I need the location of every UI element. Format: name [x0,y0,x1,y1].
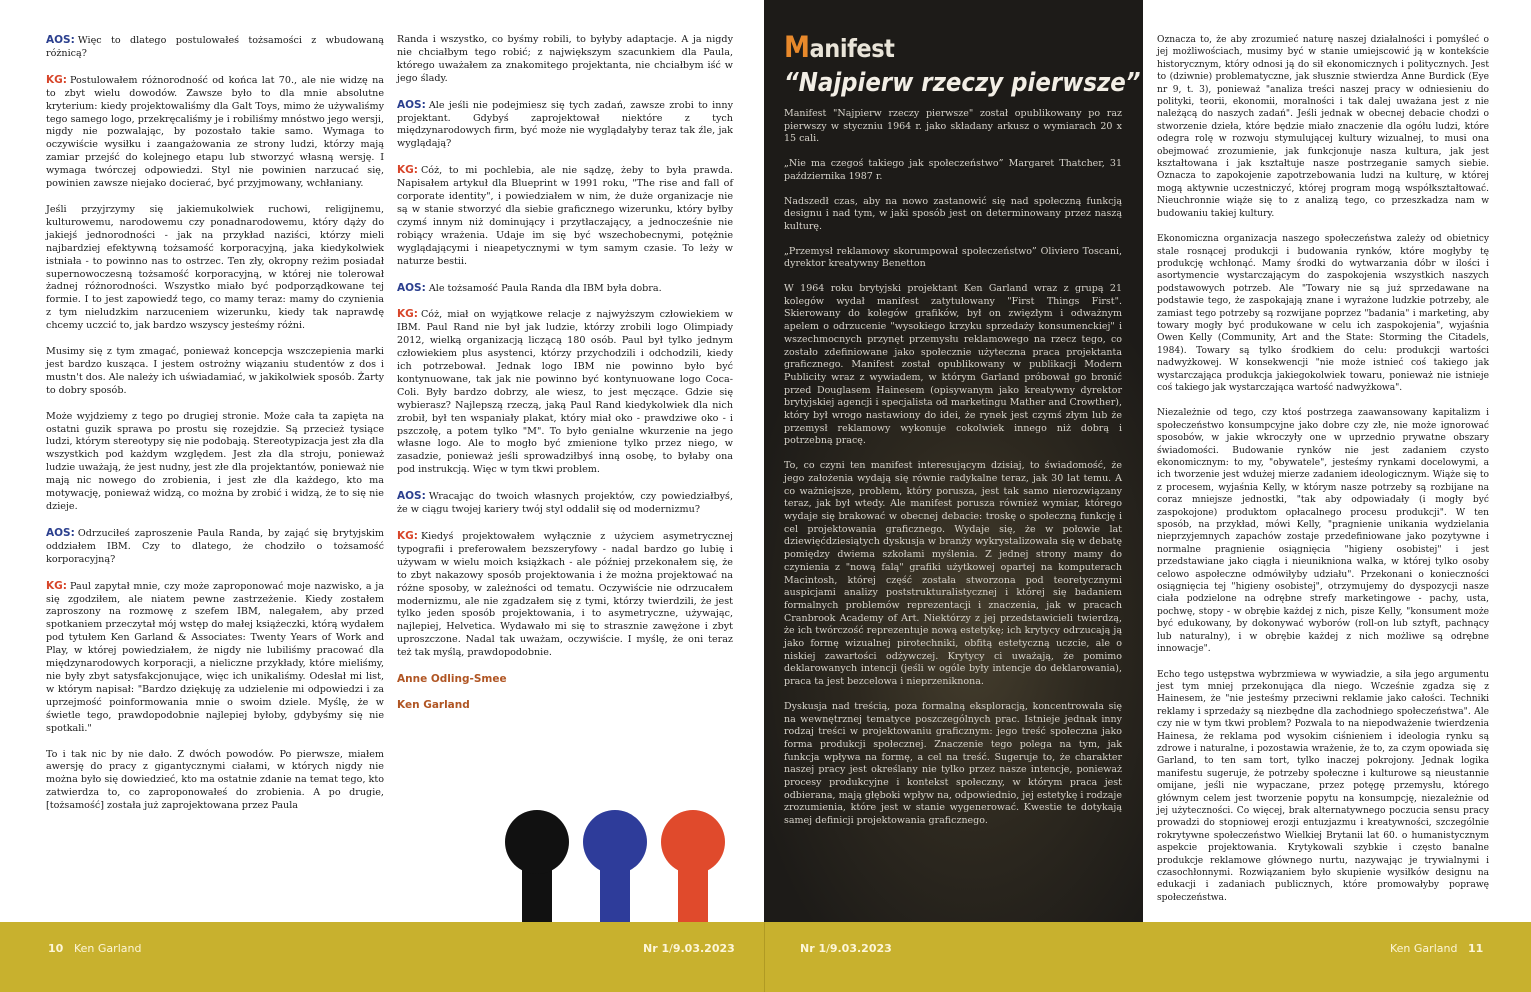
qa-paragraph [397,99,733,152]
issue-number: Nr 1 [643,942,670,955]
paragraph-text: Ale jeśli nie podejmiesz się tych zadań, zawsze zrobi to inny projektant. Gdybyś zaprojektował niektóre z tych międzynarodowych firm, być może nie wyglądałyby teraz tak źle, jak wyglądają? [397,99,733,150]
left-page [0,0,764,922]
paragraph: Oznacza to, że aby zrozumieć naturę naszej działalności i pomyśleć o jej możliwościach, musimy być w stanie umiejscowić ją w kontekście historycznym, który odnosi ją do sił ekonomicznych i politycznych. Jest to (dziwnie) problematyczne, jak słusznie stwierdza Anne Burdick (Eye nr 9, t. 3), ponieważ "analiza treści naszej pracy w odniesieniu do polityki, teorii, ekonomii, moralności i tak dalej uważana jest z nie należącą do naszych zadań". Jeśli jednak w obecnej debacie chodzi o stworzenie dzieła, które będzie miało znaczenie dla ogółu ludzi, które odegra rolę w rozwoju stymulującej kultury wizualnej, to musi ona obejmować zrozumienie, jak funkcjonuje nasza kultura, jak jest kształtowana i jak kształtuje nasze postrzeganie samych siebie. Oznacza to zapokojenie zapotrzebowania ludzi na kulturę, w której mogą aktywnie uczestniczyć, której program mogą współkształtować. Nieuchronnie wiąże się to z analizą tego, co przeszkadza nam w budowaniu takiej kultury. [1157,35,1489,219]
article-column-1 [46,34,384,826]
paragraph: Randa i wszystko, co byśmy robili, to byłyby adaptacje. A ja nigdy nie chciałbym tego robić; z największym szacunkiem dla Paula, którego uważałem za znakomitego projektanta, nie chciałbym iść w jego ślady. [397,34,733,84]
qa-paragraph [397,530,733,660]
title-initial: M [784,30,810,64]
paragraph: Dyskusja nad treścią, poza formalną eksploracją, koncentrowała się na wewnętrznej tematyce poszczególnych prac. Istnieje jednak inny rodzaj treści w projektowaniu graficznym: jego treść społeczna jako forma produkcji społecznej. Znaczenie tego polega na tym, jak funkcja wpływa na formę, a cel na treść. Sugeruje to, że charakter naszej pracy jest określany nie tylko przez nasze intencje, ponieważ procesy produkcyjne i kontekst społeczny, w którym praca jest odbierana, mają głęboki wpływ na, odpowiednio, jej estetykę i rodzaje zrozumienia, które jest w stanie wygenerować. Kwestie te dotykają samej definicji projektowania graficznego. [784,700,1122,827]
circles-illustration [505,810,725,922]
manifest-content [784,30,1141,840]
red-circle [661,810,725,874]
page-spine [764,922,765,992]
paragraph: Echo tego ustępstwa wybrzmiewa w wywiadzie, a siła jego argumentu jest tym mniej przekonująca dla niego. Wcześnie zgadza się z Hainesem, że "nie jesteśmy przeciwni reklamie jako całości. Techniki reklamy i sprzedaży są niezbędne dla zachodniego społeczeństwa". Ale czy nie w tym tkwi problem? Pozwala to na niepodważenie twierdzenia Hainesa, że reklama pod wysokim ciśnieniem i ideologia rynku są zdrowe i naturalne, i pozostawia wrażenie, że to, za czym opowiada się Garland, to ten sam tort, tylko inaczej pokrojony. Jednak logika manifestu sugeruje, że potrzeby społeczne i kulturowe są nieustannie omijane, jeśli nie wypaczane, przez potęgę przemysłu, którego głównym celem jest tworzenie popytu na konsumpcję, niezależnie od jej użyteczności. Co więcej, brak alternatywnego poczucia sensu pracy prowadzi do stopniowej erozji entuzjazmu i kreatywności, szczególnie rokrytywne społeczeństwo Wielkiej Brytanii lat 60. o humanistycznym aspekcie projektowania. Krytykowali szybkie i często banalne produkcje reklamowe głównego nurtu, nazywając je trywialnymi i czasochłonnymi. Rozwiązaniem było skupienie wysiłków designu na edukacji i zadaniach publicznych, które promowałyby poprawę społeczeństwa. [1157,669,1489,903]
qa-paragraph [397,282,733,296]
footer-name-left: Ken Garland [74,942,142,955]
paragraph-text: Więc to dlatego postulowałeś tożsamości z wbudowaną różnicą? [46,35,384,59]
paragraph: Musimy się z tym zmagać, ponieważ koncepcja wszczepienia marki jest bardzo kusząca. I jestem ostrożny wiązaniu studentów z dos i mustn't dos. Ale należy ich uświadamiać, w jakikolwiek sposób. Żarty to dobry sposób. [46,346,384,396]
paragraph-text: Odrzuciłeś zaproszenie Paula Randa, by zająć się brytyjskim oddziałem IBM. Czy to dlatego, że chodziło o tożsamość korporacyjną? [46,527,384,565]
black-circle [505,810,569,874]
qa-paragraph [397,308,733,477]
speaker-label: KG: [397,164,418,177]
paragraph: Manifest "Najpierw rzeczy pierwsze" został opublikowany po raz pierwszy w styczniu 1964 r. jako składany arkusz o wymiarach 20 x 15 cali. [784,108,1122,145]
speaker-label: AOS: [46,34,75,46]
article-column-4 [1157,34,1489,917]
issue-date: 9.03.2023 [829,942,892,955]
author-name: Anne Odling-Smee [397,673,507,686]
paragraph: To, co czyni ten manifest interesującym dzisiaj, to świadomość, że jego założenia wydają się równie radykalne teraz, jak 30 lat temu. A co ważniejsze, problem, który porusza, jest tak samo nierozwiązany teraz, jak był wtedy. Ale manifest porusza również wymiar, którego wydaje się brakować w obecnej debacie: troskę o społeczną funkcję i cel projektowania graficznego. Wydaje się, że w połowie lat dziewięćdziesiątych dyskusja w branży wykrystalizowała się w debatę pomiędzy dwiema szkołami myślenia. Z jednej strony mamy do czynienia z "nową falą" grafiki użytkowej opartej na komputerach Macintosh, której część została stworzona pod teoretycznymi auspicjami analizy poststrukturalistycznej i której się badaniem formalnych problemów reprezentacji i znaczenia, jak w pracach Cranbrook Academy of Art. Niektórzy z jej przedstawicieli twierdzą, że ich twórczość reprezentuje nową estetykę; ich krytycy odrzucają ją jako formę wizualnej pirotechniki, obfitą estetyczną uczcie, ale o niskiej zawartości odżywczej. Krytycy ci uważają, że pomimo deklarowanych intencji (jeśli w ogóle były intencje do deklarowania), praca ta jest bezcelowa i nieprzeniknona. [784,460,1122,688]
manifest-body [784,108,1122,828]
qa-paragraph [397,164,733,268]
issue-date: 9.03.2023 [672,942,735,955]
speaker-label: AOS: [397,281,426,294]
paragraph: Nadszedł czas, aby na nowo zastanowić się nad społeczną funkcją designu i nad tym, w jaki sposób jest on determinowany przez naszą kulturę. [784,195,1122,232]
slash: / [826,942,830,955]
page-number-left [48,942,63,955]
paragraph-text: Wracając do twoich własnych projektów, czy powiedziałbyś, że w ciągu twojej kariery twój styl oddalił się od modernizmu? [397,491,733,516]
slash: / [669,942,673,955]
speaker-label: KG: [397,308,418,321]
page-number: 10 [48,942,64,955]
paragraph: W 1964 roku brytyjski projektant Ken Garland wraz z grupą 21 kolegów wydał manifest zatytułowany "First Things First". Skierowany do kolegów grafików, był on zwięzłym i odważnym apelem o odrzucenie "wysokiego krzyku sprzedaży konsumenckiej" i wszechmocnych przynęt przemysłu reklamowego na rzecz tego, co zostało zdefiniowane jako społecznie użyteczna praca projektanta graficznego. Manifest został opublikowany w publikacji Modern Publicity wraz z wywiadem, w którym Garland próbował go bronić przed Douglasem Hainesem (opisywanym jako kreatywny dyrektor brytyjskiej agencji i specjalista od marketingu Mather and Crowther), który był wrogo nastawiony do idei, że rynek jest czymś złym lub że przemysł reklamowy wykonuje cokolwiek innego niż dobrą i potrzebną pracę. [784,283,1122,447]
paragraph-text: Postulowałem różnorodność od końca lat 70., ale nie widzę na to zbyt wielu dowodów. Zawsze było to dla mnie absolutne kryterium: kiedy projektowaliśmy dla Galt Toys, mimo że używaliśmy tego samego logo, przekręcaliśmy je i robiliśmy mnóstwo jego wersji, nigdy nie pozwalając, by pozostało takie samo. Wymaga to oczywiście wysiłku i zaangażowania ze strony ludzi, którzy mają zamiar przejść do kolejnego etapu lub stworzyć własną wersję. I wymaga twórczej odpowiedzi. Styl nie powinien narzucać się, powinien zawsze niejako docierać, być przyjmowany, wchłaniany. [46,74,384,190]
paragraph: To i tak nic by nie dało. Z dwóch powodów. Po pierwsze, miałem awersję do pracy z gigantycznymi ciałami, w których nigdy nie można było się dowiedzieć, kto ma ostatnie zdanie na temat tego, kto zatwierdza to, co zaproponowałeś do zrobienia. A po drugie, [tożsamość] została już zaprojektowana przez Paula [46,748,384,812]
paragraph-text: Kiedyś projektowałem wyłącznie z użyciem asymetrycznej typografii i preferowałem bezszeryfowy - nadal bardzo go lubię i używam w wielu moich książkach - ale później przekonałem się, że to zbyt nakazowy sposób projektowania i że można projektować na różne sposoby, w zależności od tematu. Oczywiście nie odrzucałem modernizmu, ale nie zgadzałem się z tymi, którzy twierdzili, że jest tylko jeden sposób projektowania, i to asymetryczne, używając, najlepiej, Helvetica. Wydawało mi się to strasznie zawężone i zbyt uproszczone. Nadal tak uważam, oczywiście. I myślę, że oni teraz też tak myślą, prawdopodobnie. [397,531,733,659]
section-title [784,30,1088,64]
page-number-right [1468,942,1483,955]
qa-paragraph [46,580,384,736]
speaker-label: AOS: [397,98,426,111]
speaker-label: KG: [46,579,67,592]
speaker-label: KG: [46,73,67,86]
footer-name-right: Ken Garland [1390,942,1458,955]
speaker-label: AOS: [397,490,426,503]
speaker-label: KG: [397,530,418,542]
article-column-2 [397,34,733,725]
paragraph: Ekonomiczna organizacja naszego społeczeństwa zależy od obietnicy stale rosnącej produkcji i budowania rynków, które mogłyby tę produkcję wchłonąć. Mamy środki do wytwarzania dóbr w ilości i asortymencie wystarczającym do zaspokojenia wszystkich naszych podstawowych potrzeb. Ale "Towary nie są już sprzedawane na podstawie tego, że zaspokajają znane i wyrażone ludzkie potrzeby, ale zamiast tego potrzeby są rozwijane poprzez "badania" i marketing, aby towary mogły być produkowane w celu ich zaspokojenia", wyjaśnia Owen Kelly (Community, Art and the State: Storming the Citadels, 1984). Towary są tylko środkiem do celu: produkcji wartości nadwyżkowej. W konsekwencji "nie może istnieć coś takiego jak wystarczająca produkcja jakiegokolwiek towaru, ponieważ nie istnieje coś takiego jak wystarczająca wartość nadwyżkowa". [1157,234,1489,393]
manifest-panel [764,0,1143,922]
paragraph: Niezależnie od tego, czy ktoś postrzega zaawansowany kapitalizm i społeczeństwo konsumpcyjne jako dobre czy złe, nie może ignorować sposobów, w jakie wkroczyły one w uprzednio prywatne obszary świadomości. Budowanie rynków nie jest zadaniem czysto ekonomicznym: to my, "obywatele", jesteśmy rynkami docelowymi, a ich tworzenie jest wdużej mierze zadaniem ideologicznym. Wiąże się to z procesem, wyjaśnia Kelly, w którym nasze potrzeby są rozbijane na coraz mniejsze jednostki, "tak aby odpowiadały (i mogły być zaspokojone) produktom opłacalnego procesu produkcji". W ten sposób, na przykład, mówi Kelly, "pragnienie unikania wydzielania nieprzyjemnych zapachów zostaje przedefiniowane jako pozytywne i normalne pragnienie osiągnięcia "higieny osobistej" i jest przedstawiane jako ciągła i nieunikniona walka, w której tylko osoby celowo aspołeczne odmówiłyby udziału". Przekonani o konieczności osiągnięcia tej "higieny osobistej", otrzymujemy do dyspozycji nasze ciała podzielone na odrębne strefy marketingowe - pachy, usta, pochwę, stopy - w obrębie każdej z nich, pisze Kelly, "konsument może być edukowany, by dokonywać wyborów (roll-on lub sztyft, pachnący lub naturalny), i w obrębie każdej z nich możliwe są odrębne innowacje". [1157,408,1489,655]
page-footer [0,922,1531,992]
issue-number: Nr 1 [800,942,827,955]
blue-circle [583,810,647,874]
author-name: Ken Garland [397,698,470,711]
paragraph-text: Cóż, to mi pochlebia, ale nie sądzę, żeby to była prawda. Napisałem artykuł dla Blueprint w 1991 roku, "The rise and fall of corporate identity", i powiedziałem w nim, że duże organizacje nie są w stanie stworzyć dla siebie graficznego wizerunku, który byłby czymś innym niż dominujący i przytłaczający, a jednocześnie nie robiący wrażenia. Udaje im się być wszechobecnymi, potężnie wyglądającymi i nieapetycznymi w tym samym czasie. To leży w naturze bestii. [397,165,733,267]
speaker-label: AOS: [46,526,75,539]
quote: „Nie ma czegoś takiego jak społeczeństwo” Margaret Thatcher, 31 października 1987 r. [784,158,1122,182]
paragraph-text: Paul zapytał mnie, czy może zaproponować moje nazwisko, a ja się zgodziłem, ale niatem pewne zastrzeżenie. Kiedy zostałem zaproszony na rozmowę z szefem IBM, nalegałem, aby przed spotkaniem przeczytał mój wstęp do małej książeczki, którą wydałem pod tytułem Ken Garland & Associates: Twenty Years of Work and Play, w której powiedziałem, że nigdy nie lubiliśmy pracować dla międzynarodowych korporacji, a nieliczne przykłady, które mieliśmy, nie były zbyt satysfakcjonujące, więc ich unikaliśmy. Odesłał mi list, w którym napisał: "Bardzo dziękuję za udzielenie mi odpowiedzi i za uprzejmość poinformowania mnie o swoim dziele. Myślę, że w świetle tego, prawdopodobnie najlepiej byłoby, gdybyśmy się nie spotkali." [46,580,384,734]
issue-label-right [800,942,892,955]
issue-label-left [643,942,735,955]
paragraph: Może wyjdziemy z tego po drugiej stronie. Może cała ta zapięta na ostatni guzik sprawa po prostu się rozejdzie. Są przecież tysiące ludzi, którym stereotypy się nie podobają. Stereotypizacja jest zła dla wszystkich pod każdym względem. Jest zła dla stroju, ponieważ ludzie uważają, że jest nudny, jest złe dla projektantów, ponieważ nie mają nic nowego do zrobienia, i jest złe dla każdego, kto ma motywację, ponieważ widzą, co można by zrobić i widzą, że to się nie dzieje. [46,410,384,512]
qa-paragraph [46,527,384,567]
paragraph-text: Ale tożsamość Paula Randa dla IBM była dobra. [428,282,662,294]
paragraph-text: Cóż, miał on wyjątkowe relacje z najwyższym człowiekiem w IBM. Paul Rand nie był jak ludzie, którzy zrobili logo Olimpiady 2012, wielką organizacją liczącą 180 osób. Paul był tylko jednym człowiekiem plus asystenci, którzy przychodzili i odchodzili, kiedy ich potrzebował. Jednak logo IBM nie powinno było być kontynuowane, tak jak nie powinno być kontynuowane logo Coca-Coli. Były bardzo dobrzy, ale wiesz, to jest męczące. Gdzie się wybierasz? Najlepszą rzeczą, jaką Paul Rand kiedykolwiek dla nich zrobił, był ten wspaniały plakat, który miał oko - prawdziwe oko - i pszczołę, a potem tylko "M". To było genialne wkurzenie na jego własne logo. Ale to mogło być zmienione tylko przez niego, w zasadzie, ponieważ jeśli sprowadziłbyś inną osobę, to byłaby ona pod instrukcją. Więc w tym tkwi problem. [397,309,733,476]
paragraph: Jeśli przyjrzymy się jakiemukolwiek ruchowi, religijnemu, kulturowemu, narodowemu czy ponadnarodowemu, który dąży do jakiejś jednorodności - jak na przykład naziści, którzy mieli najbardziej efektywną tożsamość korporacyjną, jaka kiedykolwiek istniała - to powinno nas to ostrzec. Ten zły, okropny reżim posiadał supernowoczesną tożsamość korporacyjną, w której nie tolerował żadnej różnorodności. Wszystko miało być podporządkowane tej formie. I to jest zapowiedź tego, co mamy teraz: mamy do czynienia z tym nieludzkim narzuceniem wizerunku, kiedy tak naprawdę chcemy uczcić to, jak bardzo wszyscy jesteśmy różni. [46,203,384,332]
page-number: 11 [1468,942,1484,955]
quote: „Przemysł reklamowy skorumpował społeczeństwo” Oliviero Toscani, dyrektor kreatywny Benetton [784,245,1122,270]
title-rest: anifest [809,34,895,63]
qa-paragraph [397,490,733,517]
qa-paragraph [46,34,384,61]
article-headline: “Najpierw rzeczy pierwsze” [784,68,1141,98]
qa-paragraph [46,74,384,191]
